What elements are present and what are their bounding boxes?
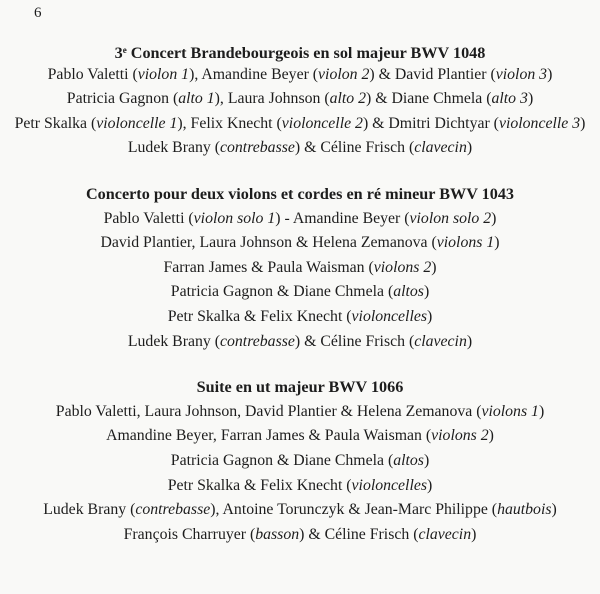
performer-names: ) & Diane Chmela ( xyxy=(366,90,492,108)
instrument-role: violon solo 1 xyxy=(193,209,276,227)
performer-line xyxy=(0,305,600,330)
performer-names: ) xyxy=(466,332,473,350)
performer-names: ) xyxy=(580,114,586,132)
performer-line xyxy=(0,87,600,112)
performer-names: ) xyxy=(423,451,430,469)
performer-names: ) xyxy=(471,525,477,543)
performer-line xyxy=(0,207,600,232)
performer-names: ) xyxy=(551,501,557,519)
page-number: 6 xyxy=(34,5,42,21)
instrument-role: violoncelle 1 xyxy=(96,114,178,132)
instrument-role: alto 2 xyxy=(329,90,367,108)
title-text: Suite en ut majeur BWV 1066 xyxy=(196,378,404,397)
title-text: Concerto pour deux violons et cordes en ré mineur BWV 1043 xyxy=(85,184,515,203)
work-title xyxy=(0,38,600,63)
performer-line xyxy=(0,523,600,548)
performer-line xyxy=(0,256,600,281)
performer-names: David Plantier, Laura Johnson & Helena Zemanova ( xyxy=(100,234,437,252)
instrument-role: violoncelles xyxy=(351,476,427,494)
performer-names: ), Laura Johnson ( xyxy=(214,90,330,108)
performer-line xyxy=(0,424,600,449)
performer-names: ) xyxy=(527,90,534,108)
work-title xyxy=(0,375,600,400)
performer-names: Pablo Valetti ( xyxy=(47,65,138,83)
performer-line xyxy=(0,474,600,499)
work-section xyxy=(0,182,600,354)
performer-line xyxy=(0,136,600,161)
performer-line xyxy=(0,498,600,523)
performer-names: ) xyxy=(488,427,494,445)
performer-names: ) xyxy=(538,402,545,420)
instrument-role: violoncelles xyxy=(351,307,427,325)
instrument-role: alto 3 xyxy=(491,90,528,108)
performer-names: Amandine Beyer, Farran James & Paula Waisman ( xyxy=(106,427,432,445)
performer-names: ) xyxy=(494,234,500,252)
performer-names: ) - Amandine Beyer ( xyxy=(275,209,410,227)
title-ordinal-suffix: e xyxy=(122,45,127,55)
instrument-role: alto 1 xyxy=(178,90,215,108)
performer-names: Farran James & Paula Waisman ( xyxy=(163,258,374,276)
instrument-role: violon 1 xyxy=(137,65,190,83)
performer-names: ) xyxy=(427,307,433,325)
performer-names: ) xyxy=(431,258,437,276)
performer-names: ) & Céline Frisch ( xyxy=(294,332,415,350)
performer-names: ) xyxy=(423,283,430,301)
performer-names: Petr Skalka ( xyxy=(14,114,97,132)
instrument-role: clavecin xyxy=(418,525,472,543)
performer-names: Patricia Gagnon ( xyxy=(66,90,179,108)
performer-names: Patricia Gagnon & Diane Chmela ( xyxy=(170,283,394,301)
performer-line xyxy=(0,449,600,474)
performer-names: ), Amandine Beyer ( xyxy=(189,65,319,83)
performer-names: Ludek Brany ( xyxy=(127,332,220,350)
instrument-role: hautbois xyxy=(497,501,552,519)
performer-line xyxy=(0,231,600,256)
performer-names: Pablo Valetti ( xyxy=(103,209,194,227)
work-title xyxy=(0,182,600,207)
title-text: Concert Brandebourgeois en sol majeur BWV 1048 xyxy=(126,44,486,62)
performer-names: ) xyxy=(427,476,433,494)
performer-names: François Charruyer ( xyxy=(123,525,256,543)
instrument-role: violons 2 xyxy=(373,258,432,276)
performer-names: ) xyxy=(547,65,553,83)
instrument-role: contrebasse xyxy=(135,501,211,519)
instrument-role: violons 1 xyxy=(481,402,539,420)
performer-line xyxy=(0,112,600,137)
instrument-role: clavecin xyxy=(414,332,467,350)
instrument-role: altos xyxy=(393,451,424,469)
performer-line xyxy=(0,280,600,305)
performer-line xyxy=(0,63,600,88)
performer-names: Petr Skalka & Felix Knecht ( xyxy=(167,307,352,325)
instrument-role: contrebasse xyxy=(220,332,295,350)
instrument-role: violoncelle 3 xyxy=(498,114,581,132)
instrument-role: basson xyxy=(255,525,300,543)
performer-names: ), Felix Knecht ( xyxy=(177,114,282,132)
performer-names: ) xyxy=(491,209,497,227)
title-ordinal: 3 xyxy=(114,44,123,62)
performer-names: Ludek Brany ( xyxy=(127,139,220,157)
performer-names: Petr Skalka & Felix Knecht ( xyxy=(167,476,352,494)
instrument-role: violons 2 xyxy=(431,427,489,445)
performer-names: Patricia Gagnon & Diane Chmela ( xyxy=(170,451,394,469)
instrument-role: altos xyxy=(393,283,424,301)
instrument-role: contrebasse xyxy=(220,139,295,157)
performer-names: ) & Dmitri Dichtyar ( xyxy=(362,114,499,132)
performer-names: ) & David Plantier ( xyxy=(369,65,496,83)
instrument-role: violon solo 2 xyxy=(409,209,492,227)
work-section xyxy=(0,38,600,161)
performer-names: ) xyxy=(466,139,473,157)
instrument-role: violon 3 xyxy=(495,65,548,83)
performer-names: Pablo Valetti, Laura Johnson, David Plantier & Helena Zemanova ( xyxy=(55,402,482,420)
performer-names: ) & Céline Frisch ( xyxy=(299,525,419,543)
performer-credits xyxy=(0,38,600,568)
instrument-role: violoncelle 2 xyxy=(281,114,363,132)
performer-line xyxy=(0,400,600,425)
performer-names: ), Antoine Torunczyk & Jean-Marc Philippe ( xyxy=(210,501,498,519)
instrument-role: clavecin xyxy=(414,139,467,157)
work-section xyxy=(0,375,600,547)
performer-line xyxy=(0,330,600,355)
instrument-role: violon 2 xyxy=(318,65,370,83)
instrument-role: violons 1 xyxy=(436,234,495,252)
performer-names: ) & Céline Frisch ( xyxy=(294,139,415,157)
performer-names: Ludek Brany ( xyxy=(43,501,136,519)
